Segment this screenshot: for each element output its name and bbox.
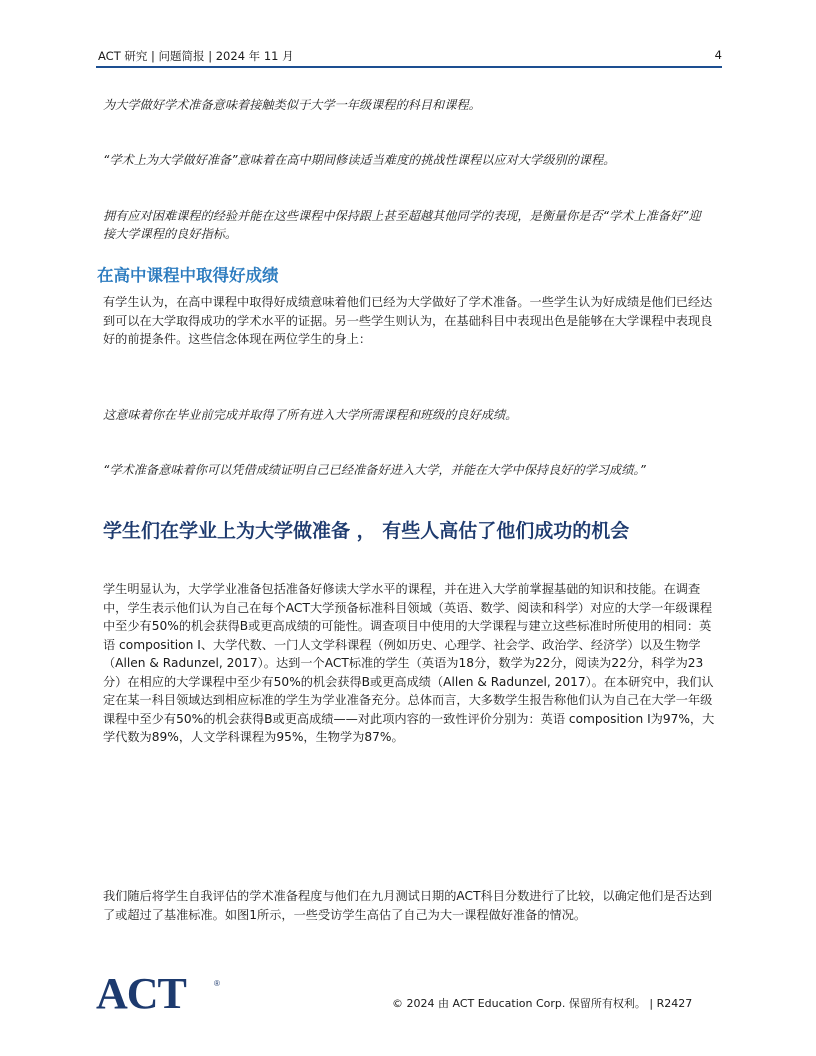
student-quote-4: 这意味着你在毕业前完成并取得了所有进入大学所需课程和班级的良好成绩。: [103, 408, 518, 422]
svg-text:®: ®: [214, 979, 220, 988]
readiness-paragraph: 学生明显认为，大学学业准备包括准备好修读大学水平的课程，并在进入大学前掌握基础的知识和技能。在调查中，学生表示他们认为自己在每个ACT大学预备标准科目领域（英语、数学、阅读和科学）对应的大学一年级课程中至少有50%的机会获得B或更高成绩的可能性。调查项目中使用的大学课程与建立这些标准时所使用的相同：英语 composition I、大学代数、一门人文学科课程（例如历史、心理学、社会学、政治学、经济学）以及生物学（Allen & Radunzel, 2017）。达到一个ACT标准的学生（英语为18分，数学为22分，阅读为22分，科学为23分）在相应的大学课程中至少有50%的机会获得B或更高成绩（Allen & Radunzel, 2017）。在本研究中，我们认定在某一科目领域达到相应标准的学生为学业准备充分。总体而言，大多数学生报告称他们认为自己在大学一年级课程中至少有50%的机会获得B或更高成绩——对此项内容的一致性评价分别为：英语 composition I为97%，大学代数为89%，人文学科课程为95%，生物学为87%。: [103, 582, 715, 744]
section-heading-good-grades: 在高中课程中取得好成绩: [97, 266, 279, 285]
section-heading-overestimate: 学生们在学业上为大学做准备 ， 有些人高估了他们成功的机会: [103, 520, 630, 542]
page-number: 4: [714, 48, 722, 62]
act-logo-graphic: [96, 972, 226, 1012]
student-quote-2: “学术上为大学做好准备”意味着在高中期间修读适当难度的挑战性课程以应对大学级别的课程。: [103, 153, 616, 167]
comparison-paragraph: 我们随后将学生自我评估的学术准备程度与他们在九月测试日期的ACT科目分数进行了比较，以确定他们是否达到了或超过了基准标准。如图1所示，一些受访学生高估了自己为大一课程做好准备的情况。: [103, 889, 713, 922]
student-quote-3: 拥有应对困难课程的经验并能在这些课程中保持跟上甚至超越其他同学的表现，是衡量你是否“学术上准备好”迎接大学课程的良好指标。: [103, 209, 701, 241]
act-logo: [96, 972, 226, 1016]
good-grades-paragraph: 有学生认为，在高中课程中取得好成绩意味着他们已经为大学做好了学术准备。一些学生认为好成绩是他们已经达到可以在大学取得成功的学术水平的证据。另一些学生则认为，在基础科目中表现出色是能够在大学课程中表现良好的前提条件。这些信念体现在两位学生的身上：: [103, 295, 713, 346]
student-quote-1: 为大学做好学术准备意味着接触类似于大学一年级课程的科目和课程。: [103, 98, 481, 112]
student-quote-5: “学术准备意味着你可以凭借成绩证明自己已经准备好进入大学，并能在大学中保持良好的学习成绩。”: [103, 463, 646, 477]
footer-copyright: © 2024 由 ACT Education Corp. 保留所有权利。 | R2427: [392, 997, 693, 1010]
header-title: ACT 研究 | 问题简报 | 2024 年 11 月: [98, 49, 294, 63]
header-divider: [96, 66, 722, 68]
svg-text:ACT: ACT: [96, 972, 186, 1012]
